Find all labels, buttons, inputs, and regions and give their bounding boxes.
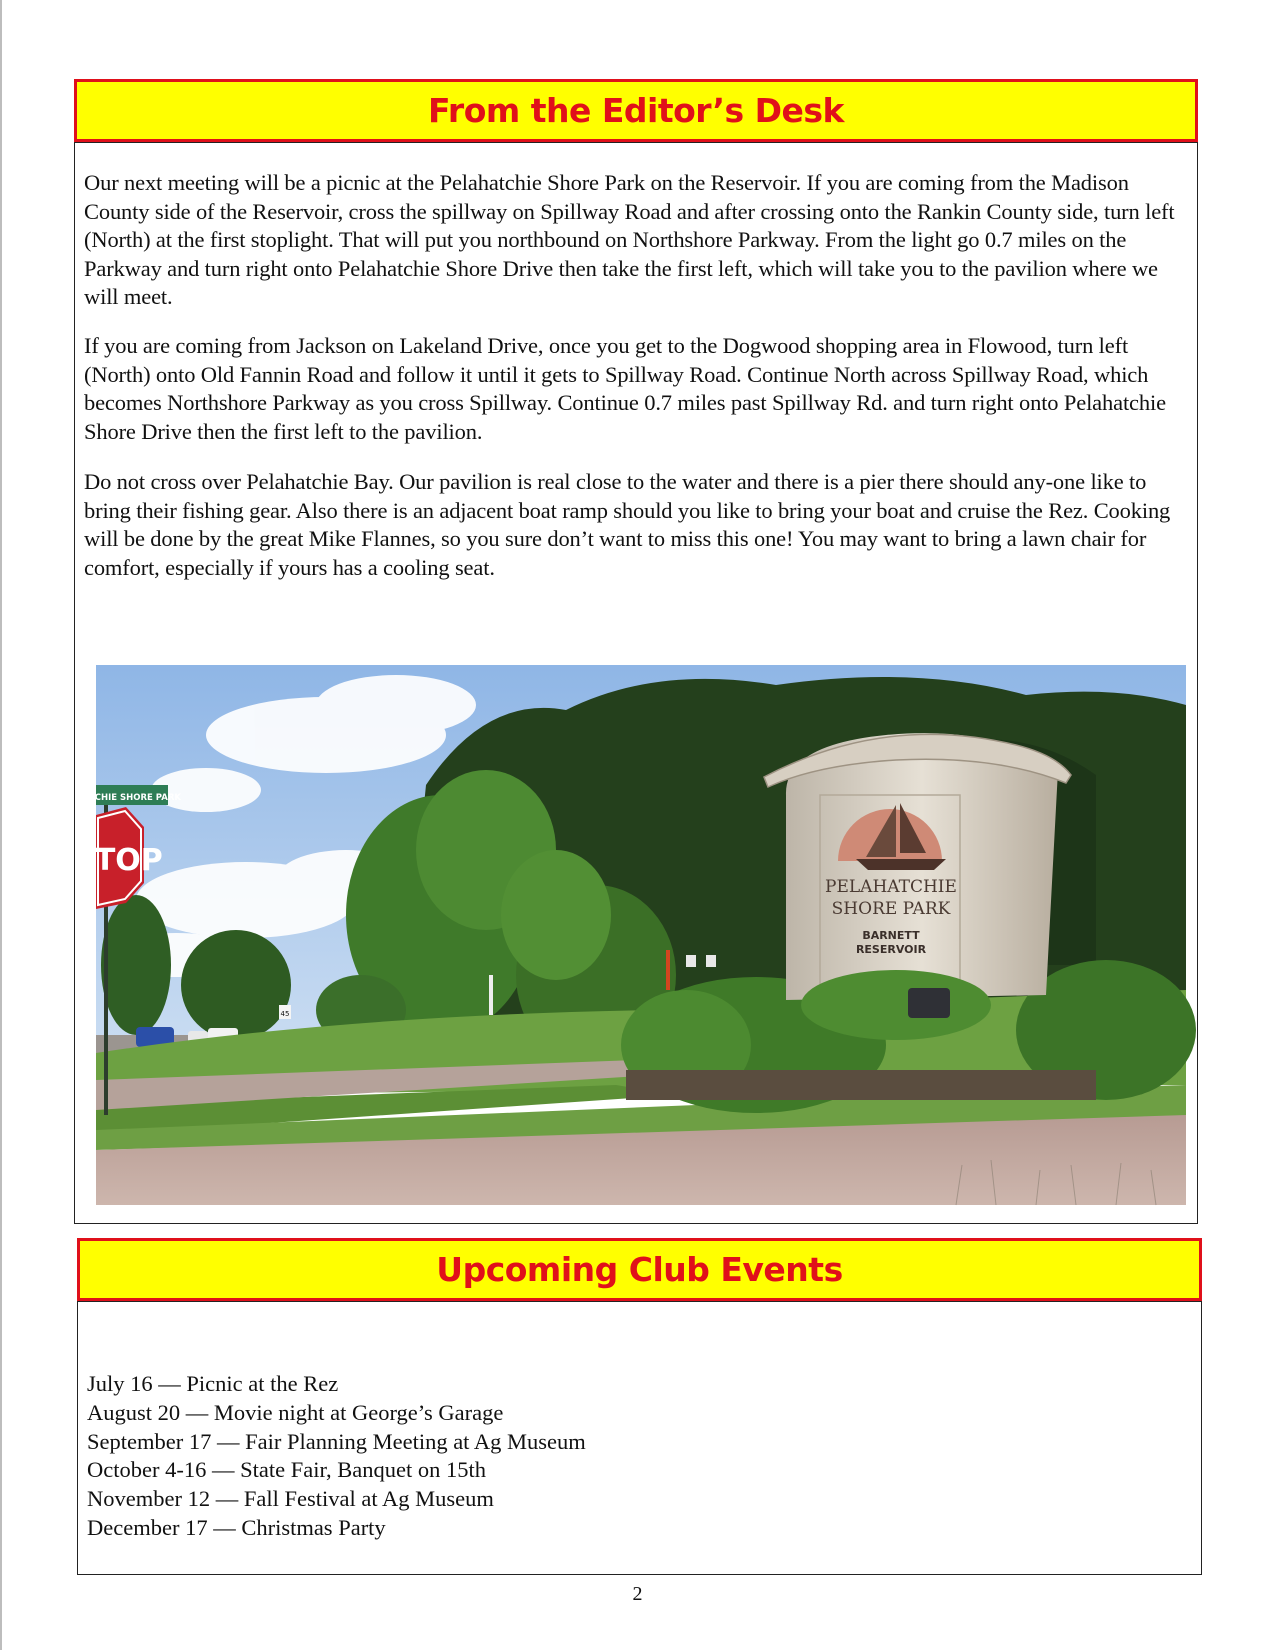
street-name-sign: ATCHIE SHORE PARK (83, 793, 181, 803)
editor-paragraph-2: If you are coming from Jackson on Lakeland Drive, once you get to the Dogwood shopping area in Flowood, turn left (North) onto Old Fannin Road and follow it until it gets to Spillway Road. Continue North across Spillway Road, which becomes Northshore Parkway as you cross Spillway. Continue 0.7 miles past Spillway Rd. and turn right onto Pelahatchie Shore Drive then the first left to the pavilion. (84, 333, 1166, 444)
park-sign-name-line1: PELAHATCHIE (825, 877, 957, 897)
stop-sign: STOP (73, 843, 163, 878)
editor-paragraph-3: Do not cross over Pelahatchie Bay. Our pavilion is real close to the water and there is a pier there should any-one like to bring their fishing gear. Also there is an adjacent boat ramp should you like to bring your boat and cruise the Rez. Cooking will be done by the great Mike Flannes, so you sure don’t want to miss this one! You may want to bring a lawn chair for comfort, especially if yours has a cooling seat. (84, 469, 1171, 580)
editor-heading-banner (74, 79, 1198, 142)
event-item: December 17 — Christmas Party (87, 1514, 386, 1540)
editor-article-box (74, 142, 1198, 1224)
event-item: November 12 — Fall Festival at Ag Museum (87, 1486, 494, 1512)
editor-paragraph-1: Our next meeting will be a picnic at the Pelahatchie Shore Park on the Reservoir. If you are coming from the Madison County side of the Reservoir, cross the spillway on Spillway Road and after crossing onto the Rankin County side, turn left (North) at the first stoplight. That will put you northbound on Northshore Parkway. From the light go 0.7 miles on the Parkway and turn right onto Pelahatchie Shore Drive then take the first left, which will take you to the pavilion where we will meet. (84, 170, 1175, 310)
park-sign-name-line2: SHORE PARK (831, 899, 951, 919)
event-item: September 17 — Fair Planning Meeting at Ag Museum (87, 1428, 586, 1454)
events-heading: Upcoming Club Events (436, 1250, 843, 1289)
editor-heading: From the Editor’s Desk (427, 91, 844, 130)
speed-limit-sign: 45 (280, 1010, 290, 1018)
park-entrance-photo (73, 665, 1186, 1205)
event-item: October 4-16 — State Fair, Banquet on 15th (87, 1457, 487, 1483)
events-box (77, 1301, 1202, 1575)
page-edge-rule (0, 0, 2, 1650)
page-number: 2 (632, 1583, 643, 1605)
event-item: July 16 — Picnic at the Rez (87, 1371, 339, 1396)
events-list (87, 1370, 586, 1543)
park-sign-reservoir-line2: RESERVOIR (855, 943, 927, 956)
events-heading-banner (77, 1238, 1202, 1301)
event-item: August 20 — Movie night at George’s Garage (87, 1399, 504, 1425)
park-sign-reservoir-line1: BARNETT (862, 929, 920, 942)
